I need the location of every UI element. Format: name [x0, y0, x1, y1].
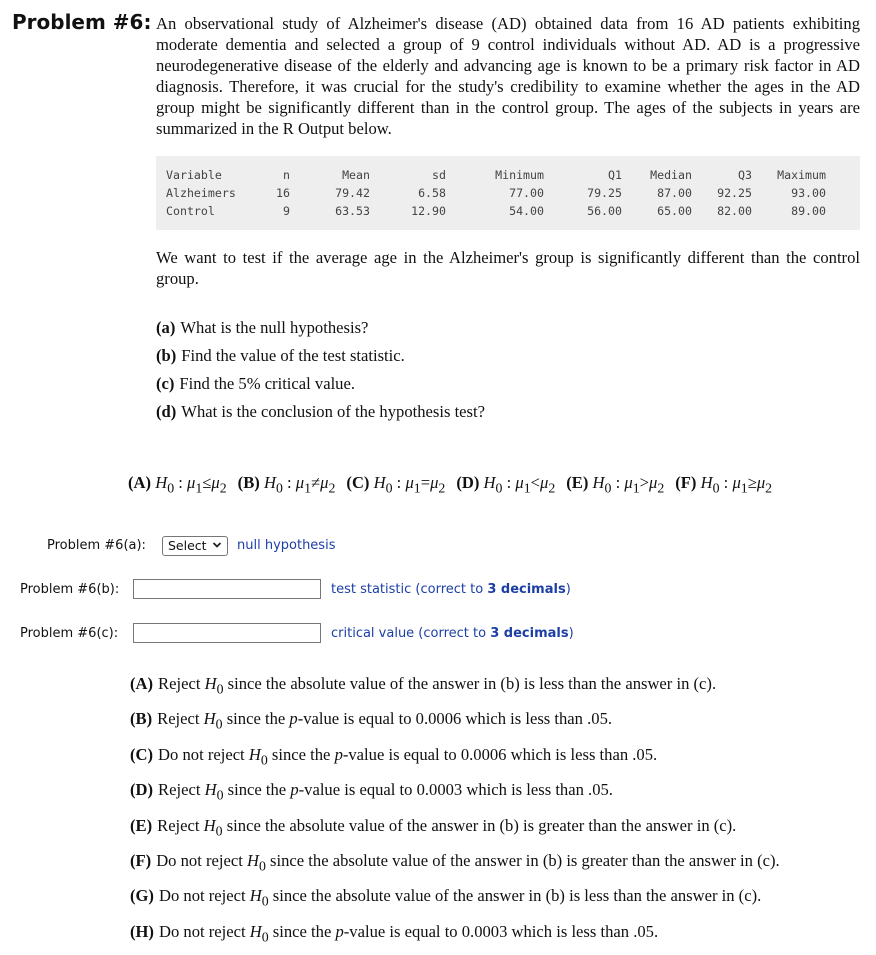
mu-symbol: μ [211, 473, 220, 492]
h-null-symbol [204, 674, 224, 697]
question-c [156, 374, 355, 394]
option-letter: (G) [130, 886, 154, 906]
hypothesis-option [675, 473, 773, 496]
hypothesis-options [128, 473, 772, 496]
option-text: Reject [157, 815, 204, 835]
conclusion-option [130, 745, 657, 768]
option-letter: (B) [130, 709, 153, 729]
h-subscript: 0 [275, 480, 283, 496]
hint-end: ) [568, 626, 574, 641]
table-header: Mean [342, 168, 370, 182]
mu-symbol: μ [624, 473, 633, 492]
table-header: Q3 [738, 168, 752, 182]
h-null-symbol [248, 744, 268, 768]
question-letter: (a) [156, 318, 176, 337]
table-cell: 93.00 [791, 186, 826, 200]
table-header: n [283, 168, 290, 182]
h-letter: H [204, 674, 217, 693]
option-text: -value is equal to 0.0003 which is less than .05. [298, 780, 613, 800]
option-letter: (F) [130, 851, 152, 870]
option-letter: (E) [130, 815, 153, 835]
option-text: Do not reject [158, 744, 249, 764]
colon: : [174, 473, 188, 492]
hypothesis-option [566, 473, 665, 496]
conclusion-option [130, 851, 780, 874]
colon: : [502, 473, 516, 492]
question-text: Find the 5% critical value. [179, 374, 355, 393]
hint-bold: 3 decimals [490, 626, 569, 641]
test-statement: We want to test if the average age in the Alzheimer's group is significantly different than the control group. [156, 248, 860, 288]
mu-subscript: 2 [765, 480, 773, 496]
p-symbol: p [335, 921, 344, 941]
mu-subscript: 2 [328, 480, 336, 496]
relation: ≥ [747, 473, 757, 492]
option-text: since the absolute value of the answer in (b) is less than the answer in (c). [268, 886, 762, 906]
h-letter: H [249, 886, 262, 906]
test-statistic-input[interactable] [133, 579, 321, 599]
problem-intro: An observational study of Alzheimer's disease (AD) obtained data from 16 AD patients exhibiting moderate dementia and selected a group of 9 control individuals without AD. AD is a progressive neurodegenerative disease of the elderly and advancing age is known to be a primary risk factor in AD diagnosis. Therefore, it was crucial for the study's credibility to examine whether the ages in the AD group might be significantly different than in the control group. The ages of the subjects in years are summarized in the R Output below. [156, 14, 860, 138]
table-cell: Alzheimers [166, 186, 236, 200]
h-letter: H [373, 473, 386, 492]
option-text: -value is equal to 0.0003 which is less than .05. [343, 921, 659, 941]
h-null-symbol [373, 473, 393, 496]
h-subscript: 0 [712, 480, 720, 496]
mu-symbol: μ [295, 473, 305, 492]
hypothesis-option [128, 473, 227, 496]
colon: : [282, 473, 296, 492]
h-subscript: 0 [216, 787, 224, 803]
table-cell: Control [166, 204, 215, 218]
option-text: since the absolute value of the answer in (b) is greater than the answer in (c). [265, 851, 780, 870]
h-null-symbol [592, 473, 612, 496]
mu-symbol: μ [540, 473, 549, 492]
option-text: since the [222, 709, 290, 729]
question-letter: (c) [156, 374, 175, 393]
option-text: since the absolute value of the answer in (b) is less than the answer in (c). [223, 674, 717, 693]
option-text: -value is equal to 0.0006 which is less than .05. [342, 744, 658, 764]
conclusion-option [130, 709, 612, 732]
conclusion-option [130, 780, 613, 803]
h-subscript: 0 [261, 929, 269, 945]
hint-text: critical value (correct to [331, 626, 491, 641]
mu-subscript: 1 [304, 480, 312, 496]
option-text: Reject [158, 674, 205, 693]
r-output-block [156, 156, 860, 230]
mu-subscript: 2 [548, 480, 556, 496]
h-subscript: 0 [258, 858, 266, 874]
table-cell: 16 [276, 186, 290, 200]
option-text: Reject [157, 709, 204, 729]
h-null-symbol [249, 921, 269, 945]
h-subscript: 0 [215, 716, 223, 732]
answer-c-hint [331, 626, 574, 641]
h-null-symbol [700, 473, 720, 496]
hypothesis-option [456, 473, 556, 496]
r-output-table [166, 166, 826, 220]
h-letter: H [249, 921, 262, 941]
h-null-symbol [246, 851, 266, 874]
answer-b-label: Problem #6(b): [20, 582, 120, 597]
hypothesis-letter: (A) [128, 473, 152, 492]
table-header: Variable [166, 168, 222, 182]
mu-symbol: μ [732, 473, 741, 492]
hypothesis-option [237, 473, 336, 496]
option-letter: (A) [130, 674, 154, 693]
table-cell: 63.53 [335, 204, 370, 218]
h-subscript: 0 [385, 480, 393, 496]
table-cell: 9 [283, 204, 290, 218]
h-subscript: 0 [604, 480, 612, 496]
h-letter: H [246, 851, 259, 870]
question-text: Find the value of the test statistic. [181, 346, 405, 365]
mu-symbol: μ [430, 473, 439, 492]
colon: : [719, 473, 733, 492]
select-value: Select [168, 538, 207, 553]
mu-subscript: 1 [632, 480, 640, 496]
table-header: Q1 [608, 168, 622, 182]
table-cell: 87.00 [657, 186, 692, 200]
relation: = [420, 473, 431, 492]
null-hypothesis-select[interactable] [162, 536, 228, 556]
h-null-symbol [263, 473, 283, 496]
mu-symbol: μ [515, 473, 524, 492]
option-text: Do not reject [156, 851, 247, 870]
table-cell: 89.00 [791, 204, 826, 218]
answer-a-label: Problem #6(a): [47, 538, 146, 553]
question-d [156, 402, 485, 422]
option-letter: (C) [130, 744, 154, 764]
h-null-symbol [204, 780, 224, 803]
option-letter: (H) [130, 921, 154, 941]
option-text: Reject [158, 780, 205, 800]
colon: : [392, 473, 406, 492]
option-text: since the [267, 744, 335, 764]
h-null-symbol [483, 473, 503, 496]
option-text: Do not reject [158, 886, 250, 906]
table-cell: 56.00 [587, 204, 622, 218]
h-null-symbol [203, 709, 223, 732]
conclusion-option [130, 816, 736, 839]
mu-subscript: 2 [438, 480, 446, 496]
h-subscript: 0 [495, 480, 503, 496]
conclusion-option [130, 674, 716, 697]
table-header-row [166, 166, 826, 184]
table-header: Maximum [777, 168, 826, 182]
question-letter: (d) [156, 402, 177, 421]
question-b [156, 346, 405, 366]
h-letter: H [248, 744, 261, 764]
mu-subscript: 1 [523, 480, 531, 496]
hypothesis-letter: (C) [346, 473, 370, 492]
mu-subscript: 1 [740, 480, 748, 496]
mu-symbol: μ [649, 473, 658, 492]
mu-subscript: 2 [219, 480, 227, 496]
question-text: What is the null hypothesis? [180, 318, 369, 337]
conclusion-option [130, 886, 761, 909]
mu-symbol: μ [405, 473, 414, 492]
hint-bold: 3 decimals [487, 582, 566, 597]
question-a [156, 318, 368, 338]
mu-subscript: 2 [657, 480, 665, 496]
option-text: -value is equal to 0.0006 which is less than .05. [297, 709, 613, 729]
table-cell: 6.58 [418, 186, 446, 200]
hypothesis-option [346, 473, 446, 496]
h-letter: H [592, 473, 605, 492]
h-letter: H [483, 473, 496, 492]
h-null-symbol [249, 886, 269, 909]
table-cell: 92.25 [717, 186, 752, 200]
hypothesis-letter: (D) [456, 473, 480, 492]
problem-label: Problem #6: [12, 10, 152, 34]
table-header: Minimum [495, 168, 544, 182]
h-subscript: 0 [167, 480, 175, 496]
mu-subscript: 1 [413, 480, 421, 496]
h-letter: H [155, 473, 168, 492]
h-subscript: 0 [215, 822, 223, 838]
option-text: since the [223, 780, 291, 800]
critical-value-input[interactable] [133, 623, 321, 643]
question-text: What is the conclusion of the hypothesis test? [181, 402, 485, 421]
h-letter: H [263, 473, 276, 492]
p-symbol: p [290, 780, 299, 800]
table-cell: 65.00 [657, 204, 692, 218]
hint-end: ) [565, 582, 571, 597]
h-subscript: 0 [260, 752, 268, 768]
h-letter: H [700, 473, 713, 492]
table-cell: 12.90 [411, 204, 446, 218]
chevron-down-icon [212, 540, 222, 550]
table-row [166, 202, 826, 220]
option-text: Do not reject [158, 921, 250, 941]
h-letter: H [204, 780, 217, 800]
table-row [166, 184, 826, 202]
hint-text: test statistic (correct to [331, 582, 488, 597]
h-letter: H [203, 709, 216, 729]
p-symbol: p [289, 709, 298, 729]
h-null-symbol [203, 815, 223, 838]
question-letter: (b) [156, 346, 177, 365]
relation: > [639, 473, 649, 492]
mu-symbol: μ [320, 473, 329, 492]
option-text: since the [268, 921, 336, 941]
h-null-symbol [155, 473, 175, 496]
answer-a-hint: null hypothesis [237, 538, 336, 553]
option-text: since the absolute value of the answer in (b) is greater than the answer in (c). [222, 815, 737, 835]
p-symbol: p [334, 744, 343, 764]
table-header: Median [650, 168, 692, 182]
table-header: sd [432, 168, 446, 182]
table-cell: 79.25 [587, 186, 622, 200]
mu-symbol: μ [756, 473, 766, 492]
answer-c-label: Problem #6(c): [20, 626, 119, 641]
hypothesis-letter: (F) [675, 473, 697, 492]
mu-subscript: 1 [195, 480, 203, 496]
table-cell: 54.00 [509, 204, 544, 218]
table-cell: 82.00 [717, 204, 752, 218]
colon: : [611, 473, 625, 492]
mu-symbol: μ [187, 473, 196, 492]
h-subscript: 0 [216, 681, 224, 697]
option-letter: (D) [130, 780, 154, 800]
hypothesis-letter: (E) [566, 473, 589, 492]
relation: ≠ [311, 473, 321, 492]
relation: < [530, 473, 540, 492]
hypothesis-letter: (B) [237, 473, 260, 492]
table-cell: 77.00 [509, 186, 544, 200]
relation: ≤ [202, 473, 212, 492]
h-letter: H [203, 815, 216, 835]
table-cell: 79.42 [335, 186, 370, 200]
conclusion-option [130, 922, 658, 945]
h-subscript: 0 [261, 893, 269, 909]
answer-b-hint [331, 582, 571, 597]
